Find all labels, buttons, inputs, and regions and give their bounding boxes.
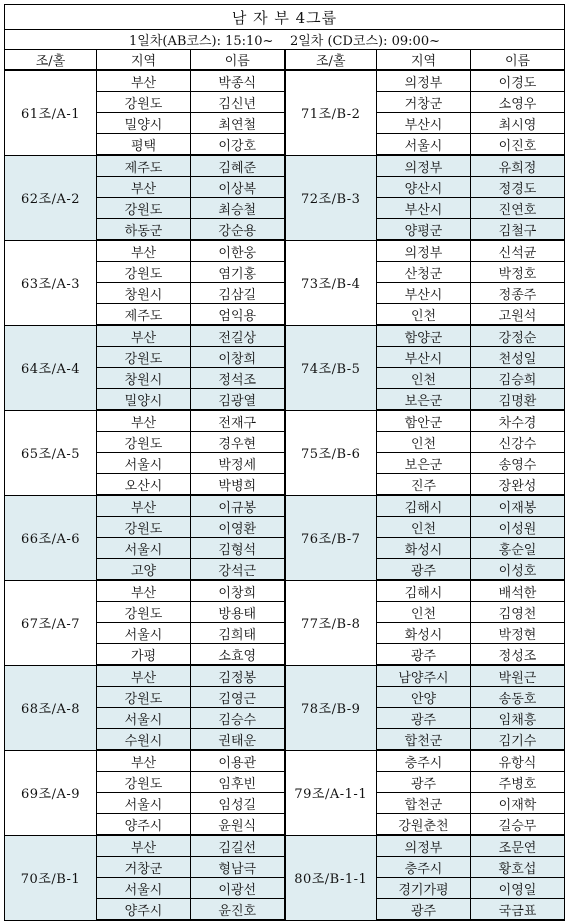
player-name: 이성원 [471,517,565,538]
player-name: 김기수 [471,729,565,751]
player-row [5,580,565,602]
group-hole-label: 68조/A-8 [5,665,97,750]
player-region: 김해시 [377,580,471,602]
player-row [5,240,565,262]
player-name: 이규봉 [191,495,285,517]
player-region: 광주 [377,644,471,666]
player-name: 박원근 [471,665,565,687]
player-name: 이강호 [191,134,285,156]
player-region: 김해시 [377,495,471,517]
header-group: 조/홀 [285,50,377,71]
player-name: 진연호 [471,198,565,219]
player-region: 하동군 [97,219,191,241]
player-region: 부산시 [377,198,471,219]
player-name: 이광선 [191,878,285,899]
player-name: 송동호 [471,687,565,708]
player-region: 충주시 [377,857,471,878]
player-region: 인천 [377,304,471,326]
player-row [5,325,565,347]
player-name: 김신년 [191,92,285,113]
player-name: 방용태 [191,602,285,623]
player-region: 강원도 [97,517,191,538]
player-name: 배석한 [471,580,565,602]
player-region: 충주시 [377,750,471,772]
player-row [5,665,565,687]
player-region: 함양군 [377,325,471,347]
player-row [5,70,565,92]
player-name: 장완성 [471,474,565,496]
player-region: 거창군 [377,92,471,113]
player-name: 김길선 [191,835,285,857]
player-region: 의정부 [377,70,471,92]
column-header-row [5,50,565,71]
player-region: 합천군 [377,729,471,751]
player-name: 윤진호 [191,899,285,921]
schedule-body [5,70,565,920]
player-region: 서울시 [97,793,191,814]
player-region: 제주도 [97,155,191,177]
player-region: 강원도 [97,262,191,283]
player-name: 최승철 [191,198,285,219]
group-hole-label: 75조/B-6 [285,410,377,495]
player-name: 형남극 [191,857,285,878]
player-name: 경우현 [191,432,285,453]
player-region: 부산시 [377,283,471,304]
group-schedule-sheet [4,4,564,921]
player-region: 화성시 [377,538,471,559]
player-name: 박정세 [191,453,285,474]
player-region: 보은군 [377,453,471,474]
player-region: 양산시 [377,177,471,198]
player-name: 길승무 [471,814,565,836]
group-hole-label: 80조/B-1-1 [285,835,377,920]
player-region: 가평 [97,644,191,666]
player-name: 이영일 [471,878,565,899]
player-name: 김정봉 [191,665,285,687]
player-region: 합천군 [377,793,471,814]
player-name: 이재학 [471,793,565,814]
player-row [5,495,565,517]
player-region: 서울시 [97,538,191,559]
player-name: 황호섭 [471,857,565,878]
player-name: 소효영 [191,644,285,666]
player-name: 천성일 [471,347,565,368]
player-region: 강원도 [97,92,191,113]
player-region: 경기가평 [377,878,471,899]
player-name: 고원석 [471,304,565,326]
player-name: 주병호 [471,772,565,793]
player-name: 이진호 [471,134,565,156]
player-row [5,835,565,857]
group-hole-label: 63조/A-3 [5,240,97,325]
player-name: 김철구 [471,219,565,241]
player-name: 이한웅 [191,240,285,262]
player-name: 이성호 [471,559,565,581]
player-region: 부산 [97,177,191,198]
player-name: 강순용 [191,219,285,241]
player-region: 부산시 [377,347,471,368]
player-name: 김형석 [191,538,285,559]
player-region: 의정부 [377,240,471,262]
player-name: 김삼길 [191,283,285,304]
player-name: 신석균 [471,240,565,262]
player-region: 서울시 [97,453,191,474]
player-name: 엄익용 [191,304,285,326]
player-name: 임성길 [191,793,285,814]
player-name: 국금표 [471,899,565,921]
player-region: 강원도 [97,687,191,708]
player-name: 이창희 [191,580,285,602]
group-hole-label: 61조/A-1 [5,70,97,155]
player-region: 수원시 [97,729,191,751]
player-region: 양주시 [97,814,191,836]
group-hole-label: 69조/A-9 [5,750,97,835]
player-region: 인천 [377,602,471,623]
player-region: 진주 [377,474,471,496]
player-name: 이창희 [191,347,285,368]
player-region: 부산 [97,665,191,687]
player-name: 강정순 [471,325,565,347]
player-region: 서울시 [97,623,191,644]
schedule-table [4,4,565,921]
player-region: 광주 [377,708,471,729]
player-name: 이상복 [191,177,285,198]
player-region: 오산시 [97,474,191,496]
player-region: 광주 [377,559,471,581]
player-region: 의정부 [377,835,471,857]
player-region: 화성시 [377,623,471,644]
header-region: 지역 [97,50,191,71]
player-region: 인천 [377,368,471,389]
player-name: 김혜준 [191,155,285,177]
player-name: 홍순일 [471,538,565,559]
player-region: 강원도 [97,347,191,368]
player-region: 산청군 [377,262,471,283]
player-name: 전재구 [191,410,285,432]
player-region: 인천 [377,432,471,453]
player-region: 창원시 [97,368,191,389]
player-name: 강석근 [191,559,285,581]
player-region: 함안군 [377,410,471,432]
group-hole-label: 78조/B-9 [285,665,377,750]
header-name: 이름 [191,50,285,71]
player-name: 박정현 [471,623,565,644]
player-region: 서울시 [97,708,191,729]
header-group: 조/홀 [5,50,97,71]
group-hole-label: 64조/A-4 [5,325,97,410]
player-name: 권태운 [191,729,285,751]
player-name: 김승희 [471,368,565,389]
player-region: 보은군 [377,389,471,411]
player-name: 김명환 [471,389,565,411]
player-region: 강원도 [97,198,191,219]
player-region: 고양 [97,559,191,581]
group-hole-label: 62조/A-2 [5,155,97,240]
group-hole-label: 71조/B-2 [285,70,377,155]
player-region: 강원도 [97,602,191,623]
header-region: 지역 [377,50,471,71]
player-name: 최시영 [471,113,565,134]
group-hole-label: 67조/A-7 [5,580,97,665]
player-name: 정경도 [471,177,565,198]
player-region: 밀양시 [97,389,191,411]
player-name: 송영수 [471,453,565,474]
player-name: 임채흥 [471,708,565,729]
group-hole-label: 65조/A-5 [5,410,97,495]
player-region: 양주시 [97,899,191,921]
player-region: 부산 [97,580,191,602]
player-region: 부산 [97,495,191,517]
player-region: 서울시 [97,878,191,899]
player-name: 박정호 [471,262,565,283]
player-region: 강원춘천 [377,814,471,836]
player-name: 소영우 [471,92,565,113]
group-hole-label: 79조/A-1-1 [285,750,377,835]
player-region: 창원시 [97,283,191,304]
player-region: 부산 [97,750,191,772]
player-name: 김영천 [471,602,565,623]
player-region: 부산 [97,240,191,262]
group-hole-label: 66조/A-6 [5,495,97,580]
player-region: 강원도 [97,772,191,793]
player-name: 조문연 [471,835,565,857]
player-row [5,155,565,177]
group-hole-label: 77조/B-8 [285,580,377,665]
player-name: 신강수 [471,432,565,453]
player-name: 이영환 [191,517,285,538]
header-name: 이름 [471,50,565,71]
player-name: 김승수 [191,708,285,729]
player-region: 광주 [377,772,471,793]
player-name: 차수경 [471,410,565,432]
player-name: 이재봉 [471,495,565,517]
player-row [5,410,565,432]
player-region: 의정부 [377,155,471,177]
player-name: 유항식 [471,750,565,772]
player-region: 서울시 [377,134,471,156]
player-region: 부산 [97,835,191,857]
player-row [5,750,565,772]
player-name: 염기홍 [191,262,285,283]
page-title: 남 자 부 4그룹 [5,5,565,30]
player-region: 광주 [377,899,471,921]
player-region: 거창군 [97,857,191,878]
player-name: 김광열 [191,389,285,411]
player-region: 밀양시 [97,113,191,134]
player-name: 전길상 [191,325,285,347]
schedule-times: 1일차(AB코스): 15:10~ 2일차 (CD코스): 09:00~ [5,30,565,50]
player-region: 안양 [377,687,471,708]
player-region: 부산 [97,410,191,432]
player-region: 부산 [97,325,191,347]
player-name: 박병희 [191,474,285,496]
player-region: 부산 [97,70,191,92]
player-region: 인천 [377,517,471,538]
player-name: 최연철 [191,113,285,134]
player-name: 유희정 [471,155,565,177]
group-hole-label: 73조/B-4 [285,240,377,325]
player-name: 임후빈 [191,772,285,793]
player-region: 제주도 [97,304,191,326]
player-name: 이용관 [191,750,285,772]
player-name: 정성조 [471,644,565,666]
group-hole-label: 74조/B-5 [285,325,377,410]
group-hole-label: 70조/B-1 [5,835,97,920]
player-region: 양평군 [377,219,471,241]
player-name: 김희태 [191,623,285,644]
player-region: 남양주시 [377,665,471,687]
player-name: 박종식 [191,70,285,92]
player-name: 김영근 [191,687,285,708]
player-region: 강원도 [97,432,191,453]
player-name: 정종주 [471,283,565,304]
player-name: 정석조 [191,368,285,389]
player-region: 평택 [97,134,191,156]
group-hole-label: 72조/B-3 [285,155,377,240]
player-name: 윤원식 [191,814,285,836]
group-hole-label: 76조/B-7 [285,495,377,580]
player-region: 부산시 [377,113,471,134]
player-name: 이경도 [471,70,565,92]
